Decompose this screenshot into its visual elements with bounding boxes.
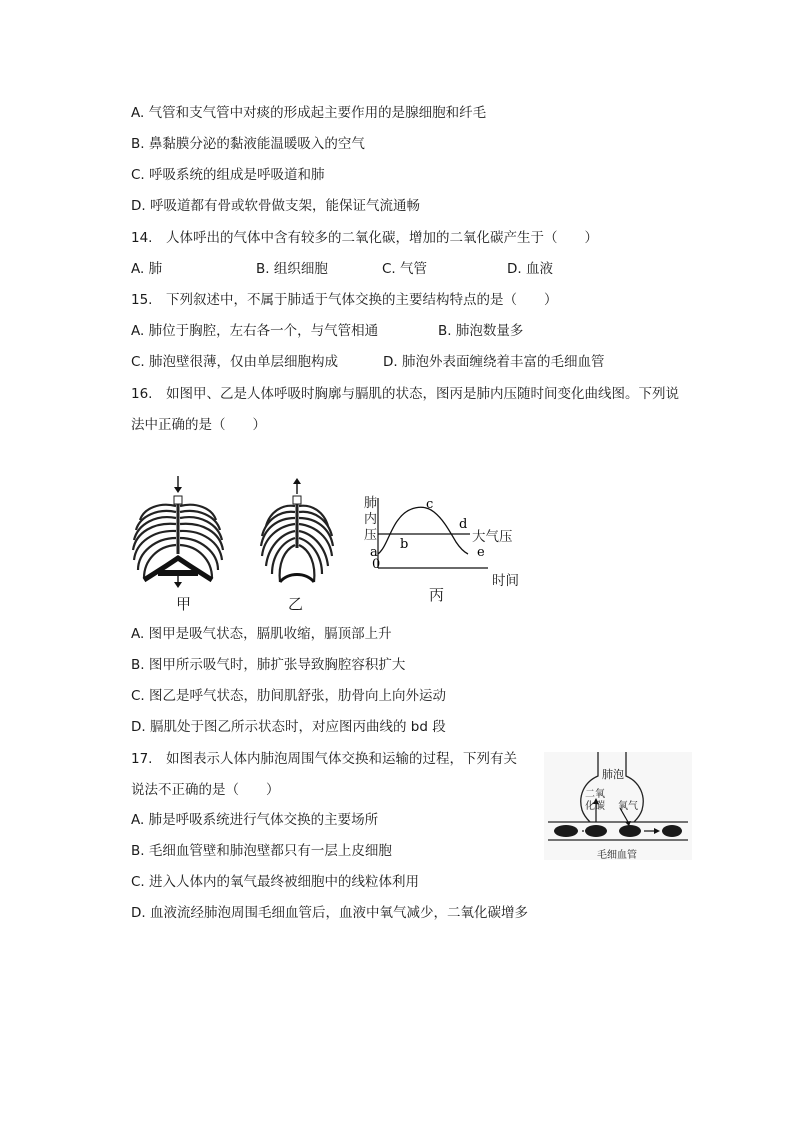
o2-label: 氧气 [618,801,638,812]
q14-option-b: B. 组织细胞 [256,261,328,277]
q16-stem-line2: 法中正确的是（ ） [131,417,266,433]
q15-option-c: C. 肺泡壁很薄，仅由单层细胞构成 [131,354,339,370]
q17-stem-line2: 说法不正确的是（ ） [131,782,280,798]
q13-option-b: B. 鼻黏膜分泌的黏液能温暖吸入的空气 [131,136,365,152]
q15-stem: 15. 下列叙述中，不属于肺适于气体交换的主要结构特点的是（ ） [131,292,558,308]
pressure-curve [378,507,468,554]
co2-label-line1: 二氧 [585,789,605,800]
q14-stem: 14. 人体呼出的气体中含有较多的二氧化碳，增加的二氧化碳产生于（ ） [131,230,598,246]
point-e-label: e [477,545,485,560]
origin-label: 0 [372,557,381,572]
atmospheric-pressure-label: 大气压 [472,529,513,545]
point-d-label: d [459,517,468,532]
figure-bing-caption: 丙 [429,586,445,604]
q15-option-b: B. 肺泡数量多 [438,323,524,339]
q13-option-a: A. 气管和支气管中对痰的形成起主要作用的是腺细胞和纤毛 [131,105,487,121]
q16-option-b: B. 图甲所示吸气时，肺扩张导致胸腔容积扩大 [131,657,406,673]
q16-option-a: A. 图甲是吸气状态，膈肌收缩，膈顶部上升 [131,626,392,642]
y-axis-label-char: 内 [364,512,378,527]
y-axis-label-char: 压 [364,528,378,543]
figure-yi-caption: 乙 [288,595,304,613]
q15-option-d: D. 肺泡外表面缠绕着丰富的毛细血管 [383,354,605,370]
q17-option-d: D. 血液流经肺泡周围毛细血管后，血液中氧气减少，二氧化碳增多 [131,905,528,921]
q14-option-a: A. 肺 [131,261,163,277]
q17-option-b: B. 毛细血管壁和肺泡壁都只有一层上皮细胞 [131,843,392,859]
q16-option-c: C. 图乙是呼气状态，肋间肌舒张，肋骨向上向外运动 [131,688,447,704]
point-b-label: b [400,537,409,552]
x-axis-label: 时间 [492,573,519,589]
q13-option-d: D. 呼吸道都有骨或软骨做支架，能保证气流通畅 [131,198,420,214]
q17-stem-line1: 17. 如图表示人体内肺泡周围气体交换和运输的过程，下列有关 [131,751,517,767]
capillary-label: 毛细血管 [597,850,637,861]
q14-option-c: C. 气管 [382,261,428,277]
ribcage-jia-figure [130,474,240,594]
q13-option-c: C. 呼吸系统的组成是呼吸道和肺 [131,167,325,183]
figure-jia-caption: 甲 [176,595,192,613]
alveolus-label: 肺泡 [602,768,624,781]
ribcage-yi-figure [252,474,344,594]
point-a-label: a [370,545,378,560]
co2-label [585,789,605,813]
y-axis-label-char: 肺 [364,496,378,511]
point-c-label: c [426,497,434,512]
q15-option-a: A. 肺位于胸腔，左右各一个，与气管相通 [131,323,379,339]
q16-option-d: D. 膈肌处于图乙所示状态时，对应图丙曲线的 bd 段 [131,719,446,735]
q14-option-d: D. 血液 [507,261,553,277]
q17-option-a: A. 肺是呼吸系统进行气体交换的主要场所 [131,812,379,828]
q17-option-c: C. 进入人体内的氧气最终被细胞中的线粒体利用 [131,874,420,890]
co2-label-line2: 化碳 [585,801,605,812]
q16-stem-line1: 16. 如图甲、乙是人体呼吸时胸廓与膈肌的状态，图丙是肺内压随时间变化曲线图。下列说 [131,386,679,402]
y-axis-label [364,496,378,544]
